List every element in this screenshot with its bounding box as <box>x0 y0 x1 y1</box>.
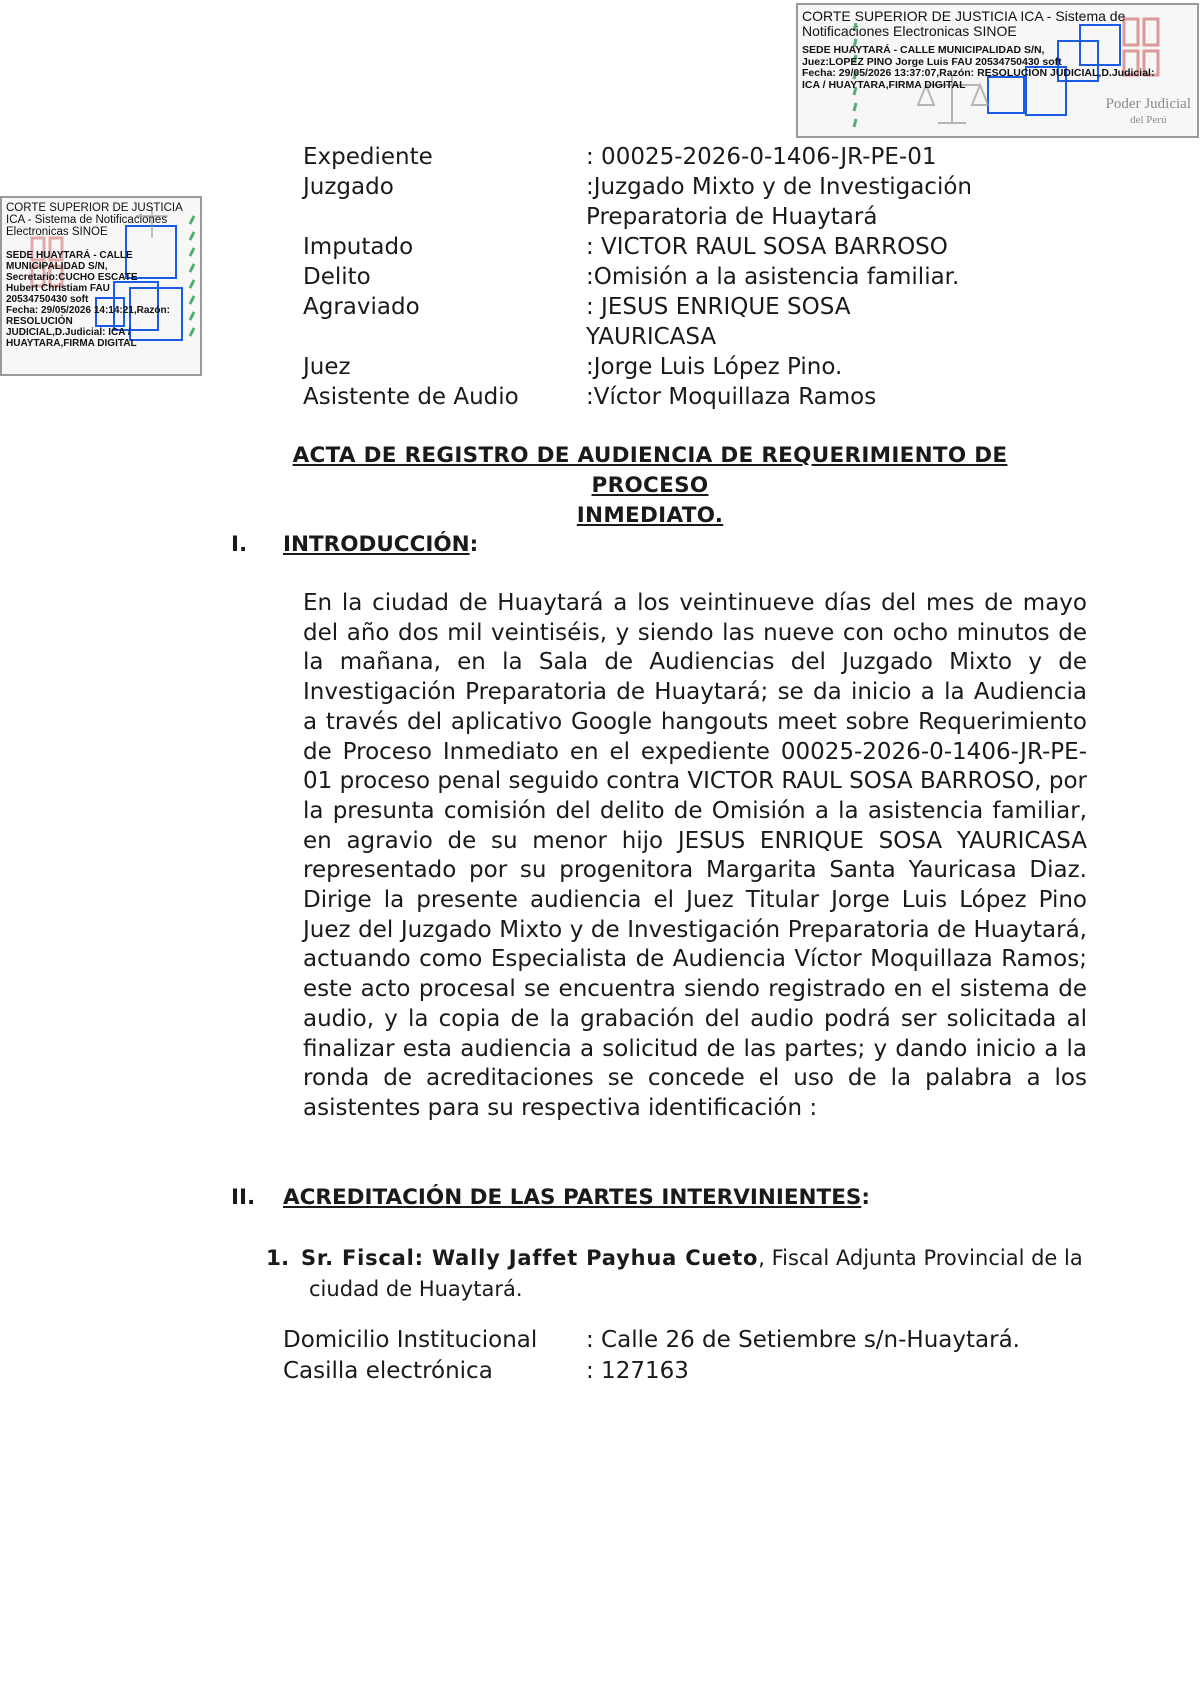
case-header-row-juez <box>303 352 986 382</box>
document-title-line: ACTA DE REGISTRO DE AUDIENCIA DE REQUERIMIENTO DE PROCESO <box>292 443 1008 498</box>
case-header-label: Juez <box>303 354 351 380</box>
case-header-row-juzgado <box>303 172 986 202</box>
case-header-value: :Omisión a la asistencia familiar. <box>586 264 960 290</box>
case-header-label: Delito <box>303 264 371 290</box>
stamp-body-line: ICA / HUAYTARA,FIRMA DIGITAL <box>802 78 966 91</box>
party-item-fiscal <box>266 1243 1087 1305</box>
case-header-value: :Jorge Luis López Pino. <box>586 354 843 380</box>
stamp-body-line: 20534750430 soft <box>6 294 89 305</box>
stamp-body-line: SEDE HUAYTARÁ - CALLE <box>6 250 133 261</box>
institution-logo-text <box>1106 96 1191 128</box>
stamp-header <box>802 9 1193 39</box>
section-title-text: INTRODUCCIÓN <box>283 532 470 557</box>
document-title <box>250 441 1050 531</box>
case-header-value: :Juzgado Mixto y de Investigación <box>586 174 972 200</box>
case-header-row-imputado <box>303 232 986 262</box>
case-header-row-delito <box>303 262 986 292</box>
stamp-body-line: JUDICIAL,D.Judicial: ICA / <box>6 327 131 338</box>
institution-country: del Perú <box>1130 114 1167 126</box>
case-header-row-asistente <box>303 382 986 412</box>
section-title-text: ACREDITACIÓN DE LAS PARTES INTERVINIENTES <box>283 1185 862 1210</box>
case-header-table <box>303 142 986 412</box>
party-item-number: 1. <box>266 1246 290 1271</box>
case-header-label: Expediente <box>303 144 433 170</box>
case-header-label: Juzgado <box>303 174 394 200</box>
stamp-header-line: CORTE SUPERIOR DE JUSTICIA ICA - Sistema de <box>802 8 1126 24</box>
section-title: INTRODUCCIÓN: <box>283 532 479 557</box>
case-header-value: :Víctor Moquillaza Ramos <box>586 384 877 410</box>
case-header-value: : VICTOR RAUL SOSA BARROSO <box>586 234 948 260</box>
case-header-label: Agraviado <box>303 294 420 320</box>
digital-signature-stamp-judge <box>796 3 1199 138</box>
document-title-line: INMEDIATO. <box>576 503 724 528</box>
case-header-value: Preparatoria de Huaytará <box>586 204 878 230</box>
stamp-header-line: Electronicas SINOE <box>6 226 108 238</box>
section-number: II. <box>231 1185 256 1210</box>
stamp-header <box>6 202 196 238</box>
stamp-body-line: Hubert Christiam FAU <box>6 283 110 294</box>
contact-row-casilla <box>283 1356 1020 1387</box>
case-header-label <box>303 202 586 232</box>
stamp-body <box>6 250 196 349</box>
section-title: ACREDITACIÓN DE LAS PARTES INTERVINIENTES: <box>283 1185 870 1210</box>
case-header-label: Asistente de Audio <box>303 384 519 410</box>
case-header-value: : JESUS ENRIQUE SOSA YAURICASA <box>586 294 851 350</box>
section-number: I. <box>231 532 248 557</box>
stamp-body-line: MUNICIPALIDAD S/N, <box>6 261 108 272</box>
contact-value: : 127163 <box>586 1358 689 1384</box>
case-header-row-agraviado <box>303 292 986 352</box>
contact-row-domicilio <box>283 1325 1020 1356</box>
contact-label: Domicilio Institucional <box>283 1327 538 1353</box>
stamp-body <box>802 45 1193 91</box>
introduction-paragraph: En la ciudad de Huaytará a los veintinueve días del mes de mayo del año dos mil veintiséis, y siendo las nueve con ocho minutos de la mañana, en la Sala de Audiencias del Juzgado Mixto y de Investigación Preparatoria de Huaytará; se da inicio a la Audiencia a través del aplicativo Google hangouts meet sobre Requerimiento de Proceso Inmediato en el expediente 00025-2026-0-1406-JR-PE-01 proceso penal seguido contra VICTOR RAUL SOSA BARROSO, por la presunta comisión del delito de Omisión a la asistencia familiar, en agravio de su menor hijo JESUS ENRIQUE SOSA YAURICASA representado por su progenitora Margarita Santa Yauricasa Diaz. Dirige la presente audiencia el Juez Titular Jorge Luis López Pino Juez del Juzgado Mixto y de Investigación Preparatoria de Huaytará, actuando como Especialista de Audiencia Víctor Moquillaza Ramos; este acto procesal se encuentra siendo registrado en el sistema de audio, y la copia de la grabación del audio podrá ser solicitada al finalizar esta audiencia a solicitud de las partes; y dando inicio a la ronda de acreditaciones se concede el uso de la palabra a los asistentes para su respectiva identificación : <box>303 590 1087 1121</box>
stamp-body-line: Juez:LOPEZ PINO Jorge Luis FAU 20534750430 soft <box>802 55 1062 68</box>
institution-name: Poder Judicial <box>1105 96 1191 112</box>
party-item-text <box>301 1243 1087 1305</box>
stamp-body-line: Fecha: 29/05/2026 14:14:21,Razón: <box>6 305 170 316</box>
stamp-header-line: CORTE SUPERIOR DE JUSTICIA <box>6 202 183 214</box>
stamp-body-line: HUAYTARA,FIRMA DIGITAL <box>6 338 137 349</box>
party-role-cont: ciudad de Huaytará. <box>309 1277 523 1301</box>
case-header-label: Imputado <box>303 234 414 260</box>
party-role: , Fiscal Adjunta Provincial de la <box>758 1246 1083 1270</box>
party-contact-table <box>283 1325 1020 1387</box>
contact-value: : Calle 26 de Setiembre s/n-Huaytará. <box>586 1327 1020 1353</box>
party-name: Sr. Fiscal: Wally Jaffet Payhua Cueto <box>301 1246 759 1270</box>
case-header-value: : 00025-2026-0-1406-JR-PE-01 <box>586 144 937 170</box>
stamp-body-line: RESOLUCIÓN <box>6 316 73 327</box>
stamp-header-line: Notificaciones Electronicas SINOE <box>802 23 1017 39</box>
stamp-body-line: Secretario:CUCHO ESCATE <box>6 272 138 283</box>
stamp-header-line: ICA - Sistema de Notificaciones <box>6 214 168 226</box>
contact-label: Casilla electrónica <box>283 1358 493 1384</box>
digital-signature-stamp-secretary <box>0 196 202 376</box>
stamp-body-line: SEDE HUAYTARÁ - CALLE MUNICIPALIDAD S/N, <box>802 44 1045 56</box>
stamp-body-line: Fecha: 29/05/2026 13:37:07,Razón: RESOLUCIÓN JUDICIAL,D.Judicial: <box>802 67 1155 79</box>
case-header-row-juzgado-cont <box>303 202 986 232</box>
case-header-row-expediente <box>303 142 986 172</box>
